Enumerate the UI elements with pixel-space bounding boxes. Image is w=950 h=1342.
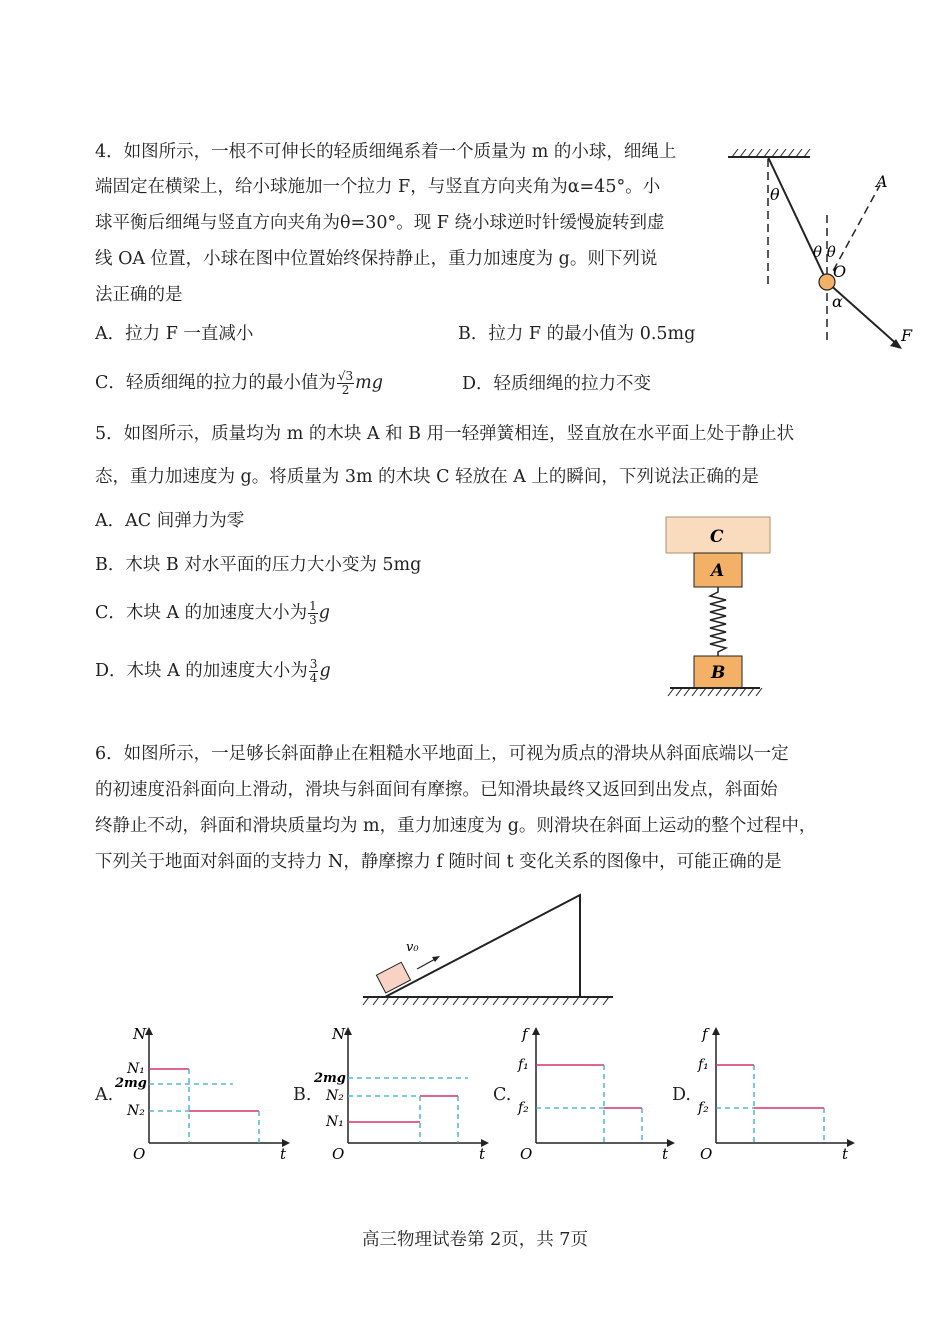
graph-b-y-label: N: [332, 1025, 346, 1043]
q6-line-3: 终静止不动，斜面和滑块质量均为 m，重力加速度为 g。则滑块在斜面上运动的整个过程中，: [95, 816, 817, 836]
q4-option-a: A．拉力 F 一直减小: [95, 324, 254, 344]
q5-option-c: [95, 600, 330, 627]
graph-b-origin-label: O: [332, 1145, 345, 1160]
graph-c-f1-label: f₁: [518, 1057, 529, 1073]
q4-line-2: 端固定在横梁上，给小球施加一个拉力 F，与竖直方向夹角为α=45°。小: [95, 177, 661, 197]
graph-a-x-label: t: [280, 1145, 287, 1160]
q5-line-2: 态，重力加速度为 g。将质量为 3m 的木块 C 轻放在 A 上的瞬间，下列说法正确的是: [95, 467, 759, 487]
rope: [768, 157, 827, 282]
q4-option-c-unit: mg: [355, 373, 383, 393]
block-c-label: C: [710, 527, 724, 547]
q5-option-d-text: D．木块 A 的加速度大小为: [95, 661, 308, 681]
f-label: F: [901, 326, 913, 345]
q4-line-3: 球平衡后细绳与竖直方向夹角为θ=30°。现 F 绕小球逆时针缓慢旋转到虚: [95, 213, 665, 233]
q5-option-d-unit: g: [319, 661, 331, 681]
graph-a-n1-label: N₁: [127, 1061, 145, 1077]
graph-a-letter: A.: [95, 1085, 114, 1105]
q4-rope-figure: [720, 145, 920, 355]
graph-c-y-label: f: [522, 1025, 528, 1043]
block-b-label: B: [711, 663, 726, 683]
graph-d-x-arrow: [847, 1139, 855, 1147]
graph-a-origin-label: O: [133, 1145, 146, 1160]
graph-b-letter: B.: [293, 1085, 312, 1105]
q4-option-c-text: C．轻质细绳的拉力的最小值为: [95, 373, 336, 393]
graph-d: [690, 1025, 865, 1160]
graph-c-x-arrow: [667, 1139, 675, 1147]
graph-b-n1-label: N₁: [326, 1114, 344, 1130]
graph-b-2mg-label: 2mg: [314, 1071, 346, 1086]
q5-option-a: A．AC 间弹力为零: [95, 511, 245, 531]
graph-a-2mg-label: 2mg: [115, 1076, 147, 1091]
graph-d-letter: D.: [672, 1085, 691, 1105]
q4-option-c: [95, 370, 383, 397]
graph-d-f1-label: f₁: [698, 1057, 709, 1073]
q6-line-4: 下列关于地面对斜面的支持力 N，静摩擦力 f 随时间 t 变化关系的图像中，可能正确的是: [95, 852, 782, 872]
graph-a-y-arrow: [145, 1027, 153, 1035]
spring: [710, 587, 726, 656]
v0-label: v₀: [406, 940, 419, 955]
q5-line-1: 5．如图所示，质量均为 m 的木块 A 和 B 用一轻弹簧相连，竖直放在水平面上处于静止状: [95, 424, 795, 444]
graph-b-n2-label: N₂: [326, 1088, 344, 1104]
q5-option-c-text: C．木块 A 的加速度大小为: [95, 603, 308, 623]
graph-b-x-label: t: [479, 1145, 486, 1160]
q5-option-d-numerator: 3: [309, 657, 318, 671]
q4-option-c-numerator: √3: [337, 369, 354, 383]
alpha-label: α: [832, 292, 843, 311]
theta-label: θ: [770, 185, 780, 204]
graph-a: [113, 1025, 298, 1160]
slider-block: [376, 962, 410, 993]
ground-hatch: [668, 688, 762, 696]
ceiling-hatch: [732, 149, 810, 157]
q6-line-2: 的初速度沿斜面向上滑动，滑块与斜面间有摩擦。已知滑块最终又返回到出发点，斜面始: [95, 780, 778, 800]
graph-d-origin-label: O: [700, 1145, 713, 1160]
q4-option-c-denominator: 2: [341, 383, 350, 397]
q4-line-1: 4．如图所示，一根不可伸长的轻质细绳系着一个质量为 m 的小球，细绳上: [95, 142, 677, 162]
v0-arrowhead: [432, 956, 440, 962]
q5-option-d-fraction: [309, 658, 319, 685]
o-label: O: [833, 262, 847, 281]
q4-line-5: 法正确的是: [95, 285, 183, 305]
graph-d-f2-label: f₂: [698, 1100, 709, 1116]
q5-option-b: B．木块 B 对水平面的压力大小变为 5mg: [95, 555, 422, 575]
q4-line-4: 线 OA 位置，小球在图中位置始终保持静止，重力加速度为 g。则下列说: [95, 249, 658, 269]
graph-d-y-label: f: [702, 1025, 708, 1043]
graph-c-y-arrow: [532, 1027, 540, 1035]
graph-a-y-label: N: [133, 1025, 147, 1043]
graph-b: [312, 1025, 497, 1160]
q5-option-c-unit: g: [318, 603, 330, 623]
incline-ground-hatch: [363, 997, 609, 1005]
graph-c-letter: C.: [493, 1085, 512, 1105]
q6-incline-figure: [355, 890, 620, 1010]
q4-option-b: B．拉力 F 的最小值为 0.5mg: [458, 324, 696, 344]
graph-d-x-label: t: [842, 1145, 849, 1160]
q6-line-1: 6．如图所示，一足够长斜面静止在粗糙水平地面上，可视为质点的滑块从斜面底端以一定: [95, 744, 789, 764]
q4-option-c-fraction: [337, 370, 354, 397]
page-footer: 高三物理试卷第 2页，共 7页: [362, 1230, 588, 1250]
graph-c-origin-label: O: [520, 1145, 533, 1160]
q5-option-c-denominator: 3: [309, 613, 317, 627]
graph-c: [510, 1025, 685, 1160]
q5-option-c-numerator: 1: [309, 599, 317, 613]
q5-option-d-denominator: 4: [309, 671, 318, 685]
theta-theta-label: θ θ: [813, 243, 836, 261]
q5-spring-figure: [660, 512, 780, 702]
q5-option-c-fraction: [308, 600, 318, 627]
graph-d-y-arrow: [712, 1027, 720, 1035]
q5-option-d: [95, 658, 331, 685]
graph-c-f2-label: f₂: [518, 1100, 529, 1116]
graph-c-x-label: t: [662, 1145, 669, 1160]
graph-b-y-arrow: [344, 1027, 352, 1035]
a-label: A: [876, 172, 888, 191]
block-a-label: A: [711, 561, 725, 581]
graph-a-n2-label: N₂: [127, 1103, 145, 1119]
q4-option-d: D．轻质细绳的拉力不变: [462, 374, 652, 394]
